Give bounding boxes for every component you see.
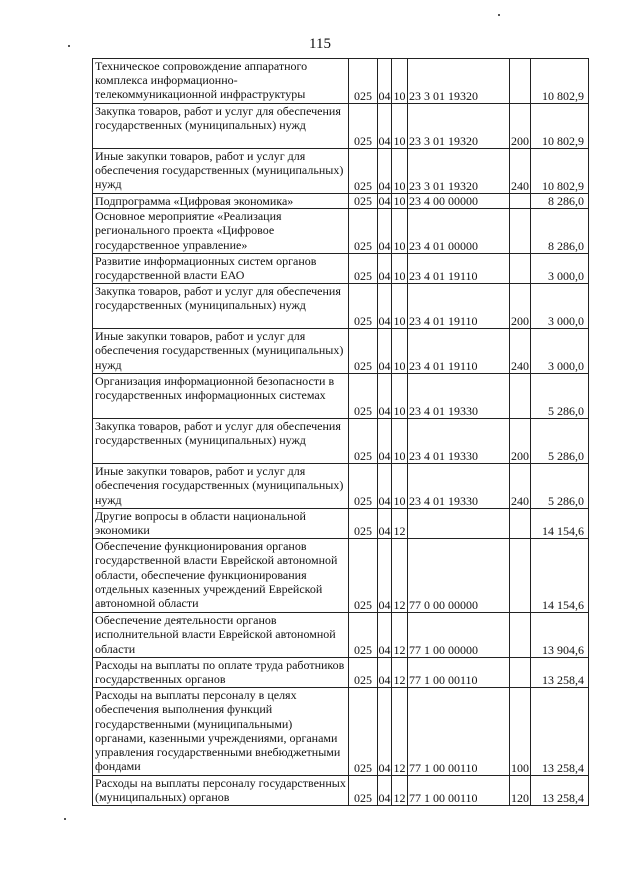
scan-mark (64, 818, 66, 820)
cell-sum: 8 286,0 (531, 209, 589, 254)
cell-subsection: 10 (392, 59, 408, 104)
cell-sum: 8 286,0 (531, 194, 589, 209)
cell-expense-type: 200 (510, 104, 531, 149)
cell-subsection: 12 (392, 688, 408, 776)
cell-target-article: 77 0 00 00000 (408, 539, 510, 613)
cell-sum: 3 000,0 (531, 329, 589, 374)
cell-sum: 10 802,9 (531, 149, 589, 194)
row-name: Другие вопросы в области национальной экономики (93, 509, 349, 539)
table-row (93, 539, 589, 613)
table-row (93, 419, 589, 464)
cell-subsection: 10 (392, 374, 408, 419)
row-name: Организация информационной безопасности в государственных информационных системах (93, 374, 349, 419)
cell-gov-code: 025 (349, 209, 378, 254)
cell-target-article: 77 1 00 00110 (408, 658, 510, 688)
cell-subsection: 10 (392, 149, 408, 194)
table-row (93, 149, 589, 194)
table-row (93, 658, 589, 688)
cell-expense-type: 200 (510, 419, 531, 464)
cell-sum: 13 258,4 (531, 776, 589, 806)
row-name: Закупка товаров, работ и услуг для обеспечения государственных (муниципальных) нужд (93, 284, 349, 329)
table-row (93, 254, 589, 284)
cell-subsection: 10 (392, 284, 408, 329)
cell-sum: 14 154,6 (531, 539, 589, 613)
budget-table-body (93, 59, 589, 806)
row-name: Техническое сопровождение аппаратного комплекса информационно-телекоммуникационной инфраструктуры (93, 59, 349, 104)
table-row (93, 613, 589, 658)
table-row (93, 194, 589, 209)
cell-section: 04 (378, 613, 392, 658)
table-row (93, 329, 589, 374)
cell-expense-type (510, 209, 531, 254)
page-number: 115 (309, 36, 331, 52)
cell-gov-code: 025 (349, 284, 378, 329)
cell-target-article: 23 4 01 19110 (408, 284, 510, 329)
cell-sum: 10 802,9 (531, 59, 589, 104)
row-name: Подпрограмма «Цифровая экономика» (93, 194, 349, 209)
cell-subsection: 10 (392, 464, 408, 509)
table-row (93, 104, 589, 149)
cell-section: 04 (378, 464, 392, 509)
cell-target-article: 77 1 00 00110 (408, 776, 510, 806)
cell-target-article: 23 4 01 19330 (408, 419, 510, 464)
row-name: Иные закупки товаров, работ и услуг для обеспечения государственных (муниципальных) нужд (93, 329, 349, 374)
cell-expense-type: 240 (510, 464, 531, 509)
cell-expense-type: 120 (510, 776, 531, 806)
cell-sum: 5 286,0 (531, 374, 589, 419)
cell-section: 04 (378, 419, 392, 464)
cell-section: 04 (378, 254, 392, 284)
cell-expense-type (510, 539, 531, 613)
cell-sum: 5 286,0 (531, 419, 589, 464)
row-name: Закупка товаров, работ и услуг для обеспечения государственных (муниципальных) нужд (93, 104, 349, 149)
cell-gov-code: 025 (349, 776, 378, 806)
cell-gov-code: 025 (349, 374, 378, 419)
cell-gov-code: 025 (349, 658, 378, 688)
cell-gov-code: 025 (349, 509, 378, 539)
cell-expense-type (510, 59, 531, 104)
cell-gov-code: 025 (349, 149, 378, 194)
row-name: Расходы на выплаты персоналу государственных (муниципальных) органов (93, 776, 349, 806)
cell-gov-code: 025 (349, 59, 378, 104)
row-name: Обеспечение деятельности органов исполнительной власти Еврейской автономной области (93, 613, 349, 658)
cell-expense-type (510, 194, 531, 209)
cell-sum: 13 904,6 (531, 613, 589, 658)
cell-sum: 14 154,6 (531, 509, 589, 539)
scan-mark (68, 45, 70, 47)
cell-expense-type (510, 658, 531, 688)
cell-expense-type: 200 (510, 284, 531, 329)
cell-gov-code: 025 (349, 194, 378, 209)
cell-expense-type (510, 613, 531, 658)
cell-gov-code: 025 (349, 539, 378, 613)
cell-expense-type: 240 (510, 329, 531, 374)
budget-table (92, 58, 589, 806)
table-row (93, 209, 589, 254)
cell-subsection: 10 (392, 209, 408, 254)
cell-section: 04 (378, 284, 392, 329)
row-name: Иные закупки товаров, работ и услуг для обеспечения государственных (муниципальных) нужд (93, 149, 349, 194)
cell-gov-code: 025 (349, 329, 378, 374)
cell-section: 04 (378, 539, 392, 613)
cell-sum: 13 258,4 (531, 688, 589, 776)
cell-gov-code: 025 (349, 688, 378, 776)
scan-mark (498, 14, 500, 16)
cell-section: 04 (378, 59, 392, 104)
cell-section: 04 (378, 209, 392, 254)
cell-section: 04 (378, 329, 392, 374)
cell-target-article: 77 1 00 00000 (408, 613, 510, 658)
cell-gov-code: 025 (349, 613, 378, 658)
cell-section: 04 (378, 776, 392, 806)
cell-section: 04 (378, 104, 392, 149)
cell-target-article: 23 4 01 19330 (408, 464, 510, 509)
cell-gov-code: 025 (349, 419, 378, 464)
cell-section: 04 (378, 194, 391, 208)
cell-target-article: 23 4 01 19110 (408, 329, 510, 374)
cell-expense-type (510, 509, 531, 539)
cell-subsection: 12 (392, 539, 408, 613)
row-name: Расходы на выплаты персоналу в целях обеспечения выполнения функций государственными (муниципальными) органами, казенными учреждениями, органами управления государственными внебюджетными фондами (93, 688, 349, 776)
row-name: Развитие информационных систем органов государственной власти ЕАО (93, 254, 349, 284)
table-row (93, 776, 589, 806)
cell-expense-type: 100 (510, 688, 531, 776)
cell-section: 04 (378, 658, 392, 688)
cell-section: 04 (378, 688, 392, 776)
cell-target-article: 23 3 01 19320 (408, 149, 510, 194)
cell-target-article (408, 509, 510, 539)
cell-section: 04 (378, 149, 392, 194)
cell-target-article: 77 1 00 00110 (408, 688, 510, 776)
cell-expense-type (510, 374, 531, 419)
cell-subsection: 12 (392, 658, 408, 688)
table-row (93, 509, 589, 539)
table-row (93, 284, 589, 329)
cell-gov-code: 025 (349, 464, 378, 509)
cell-subsection: 10 (393, 194, 406, 208)
cell-gov-code: 025 (349, 104, 378, 149)
cell-target-article: 23 3 01 19320 (408, 104, 510, 149)
cell-target-article: 23 3 01 19320 (408, 59, 510, 104)
cell-subsection: 12 (392, 613, 408, 658)
cell-target-article: 23 4 01 19330 (408, 374, 510, 419)
cell-expense-type (510, 254, 531, 284)
cell-sum: 10 802,9 (531, 104, 589, 149)
table-row (93, 688, 589, 776)
cell-sum: 13 258,4 (531, 658, 589, 688)
cell-sum: 3 000,0 (531, 254, 589, 284)
row-name: Иные закупки товаров, работ и услуг для обеспечения государственных (муниципальных) нужд (93, 464, 349, 509)
cell-expense-type: 240 (510, 149, 531, 194)
table-row (93, 464, 589, 509)
cell-sum: 3 000,0 (531, 284, 589, 329)
cell-subsection: 10 (392, 104, 408, 149)
cell-subsection: 12 (392, 509, 408, 539)
cell-subsection: 10 (392, 254, 408, 284)
row-name: Расходы на выплаты по оплате труда работников государственных органов (93, 658, 349, 688)
cell-target-article: 23 4 00 00000 (408, 194, 510, 209)
cell-section: 04 (378, 509, 392, 539)
cell-section: 04 (378, 374, 392, 419)
row-name: Закупка товаров, работ и услуг для обеспечения государственных (муниципальных) нужд (93, 419, 349, 464)
cell-subsection: 10 (392, 329, 408, 374)
table-row (93, 374, 589, 419)
cell-target-article: 23 4 01 19110 (408, 254, 510, 284)
cell-gov-code: 025 (349, 254, 378, 284)
row-name: Обеспечение функционирования органов государственной власти Еврейской автономной области, обеспечение функционирования отдельных казенных учреждений Еврейской автономной области (93, 539, 349, 613)
cell-subsection: 12 (392, 776, 408, 806)
table-row (93, 59, 589, 104)
row-name: Основное мероприятие «Реализация регионального проекта «Цифровое государственное управление» (93, 209, 349, 254)
cell-sum: 5 286,0 (531, 464, 589, 509)
cell-target-article: 23 4 01 00000 (408, 209, 510, 254)
cell-subsection: 10 (392, 419, 408, 464)
